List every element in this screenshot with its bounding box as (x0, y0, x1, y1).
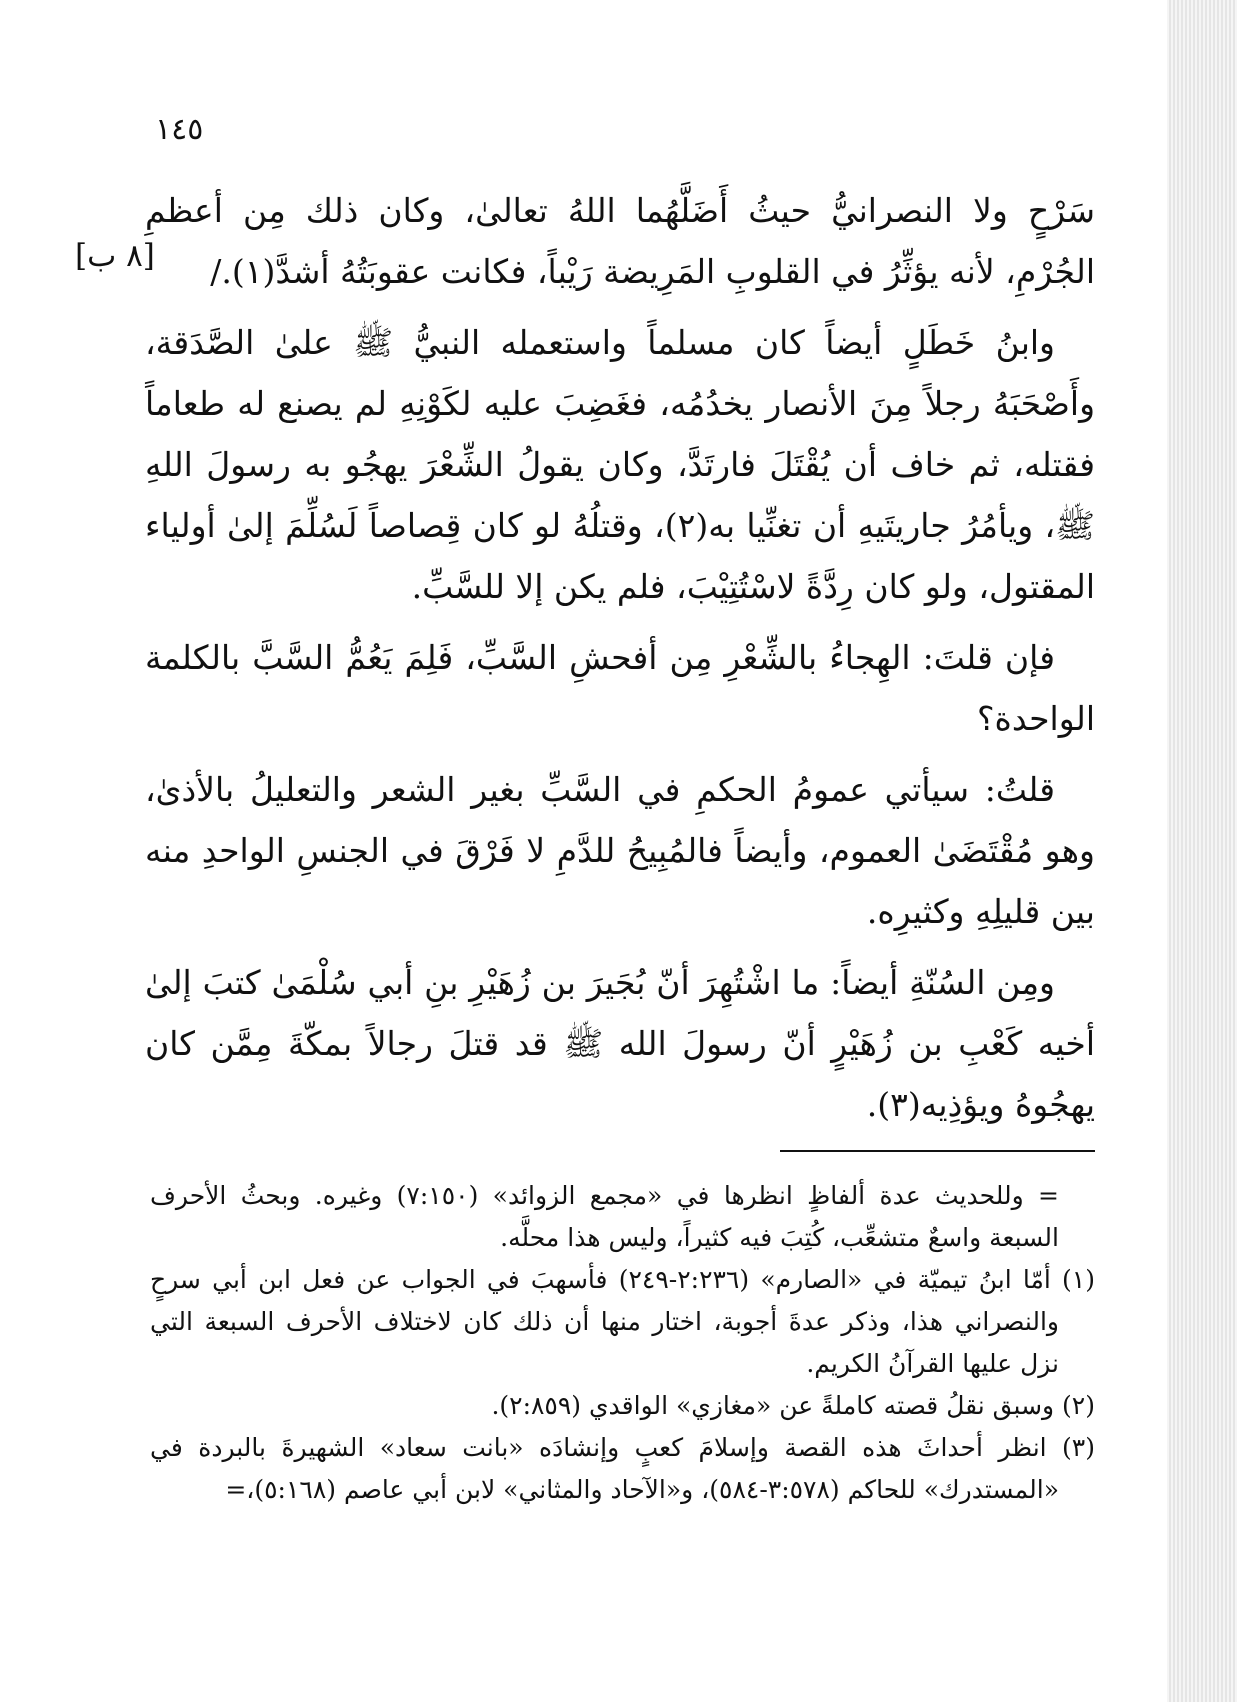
page-number: ١٤٥ (155, 112, 204, 147)
paragraph-2: وابنُ خَطَلٍ أيضاً كان مسلماً واستعمله النبيُّ ﷺ علىٰ الصَّدَقة، وأَصْحَبَهُ رجلاً مِنَ الأنصار يخدُمُه، فغَضِبَ عليه لكَوْنِهِ لم يصنع له طعاماً فقتله، ثم خاف أن يُقْتَلَ فارتَدَّ، وكان يقولُ الشِّعْرَ يهجُو به رسولَ اللهِ ﷺ، ويأمُرُ جاريتَيهِ أن تغنِّيا به(٢)، وقتلُهُ لو كان قِصاصاً لَسُلِّمَ إلىٰ أولياء المقتول، ولو كان رِدَّةً لاسْتُتِيْبَ، فلم يكن إلا للسَّبِّ. (145, 323, 1095, 606)
paragraph-1: سَرْحٍ ولا النصرانيُّ حيثُ أَضَلَّهُما اللهُ تعالىٰ، وكان ذلك مِن أعظمِ الجُرْمِ، لأنه يؤثِّرُ في القلوبِ المَرِيضة رَيْباً، فكانت عقوبَتُهُ أشدَّ(١)./ (145, 191, 1095, 291)
manuscript-folio-marker: [٨ ب] (75, 238, 155, 274)
footnote-separator (780, 1150, 1095, 1152)
footnote-2: (٢) وسبق نقلُ قصته كاملةً عن «مغازي» الواقدي (٢:٨٥٩). (491, 1391, 1095, 1420)
paragraph-3: فإن قلتَ: الهِجاءُ بالشِّعْرِ مِن أفحشِ السَّبِّ، فَلِمَ يَعُمُّ السَّبَّ بالكلمة الواحدة؟ (145, 638, 1095, 738)
footnote-continuation: = وللحديث عدة ألفاظٍ انظرها في «مجمع الزوائد» (٧:١٥٠) وغيره. وبحثُ الأحرف السبعة واسعٌ متشعِّب، كُتِبَ فيه كثيراً، وليس هذا محلَّه. (150, 1181, 1059, 1252)
paragraph-5: ومِن السُنّةِ أيضاً: ما اشْتُهِرَ أنّ بُجَيرَ بن زُهَيْرِ بنِ أبي سُلْمَىٰ كتبَ إلىٰ أخيه كَعْبِ بن زُهَيْرٍ أنّ رسولَ الله ﷺ قد قتلَ رجالاً بمكّةَ مِمَّن كان يهجُوهُ ويؤذِيه(٣). (145, 963, 1095, 1124)
paragraph-4: قلتُ: سيأتي عمومُ الحكمِ في السَّبِّ بغير الشعر والتعليلُ بالأذىٰ، وهو مُقْتَضَىٰ العموم، وأيضاً فالمُبِيحُ للدَّمِ لا فَرْقَ في الجنسِ الواحدِ منه بين قليلِهِ وكثيرِه. (145, 770, 1095, 931)
scan-edge-shading (1167, 0, 1237, 1702)
footnotes (150, 1175, 1095, 1511)
footnote-1: (١) أمّا ابنُ تيميّة في «الصارم» (٢:٢٣٦-٢٤٩) فأسهبَ في الجواب عن فعل ابن أبي سرحٍ والنصراني هذا، وذكر عدةَ أجوبة، اختار منها أن ذلك كان لاختلاف الأحرف السبعة التي نزل عليها القرآنُ الكريم. (150, 1265, 1095, 1378)
footnote-3: (٣) انظر أحداثَ هذه القصة وإسلامَ كعبٍ وإنشادَه «بانت سعاد» الشهيرةَ بالبردة في «المستدرك» للحاكم (٣:٥٧٨-٥٨٤)، و«الآحاد والمثاني» لابن أبي عاصم (٥:١٦٨)،= (150, 1433, 1095, 1504)
main-text (145, 180, 1095, 1145)
